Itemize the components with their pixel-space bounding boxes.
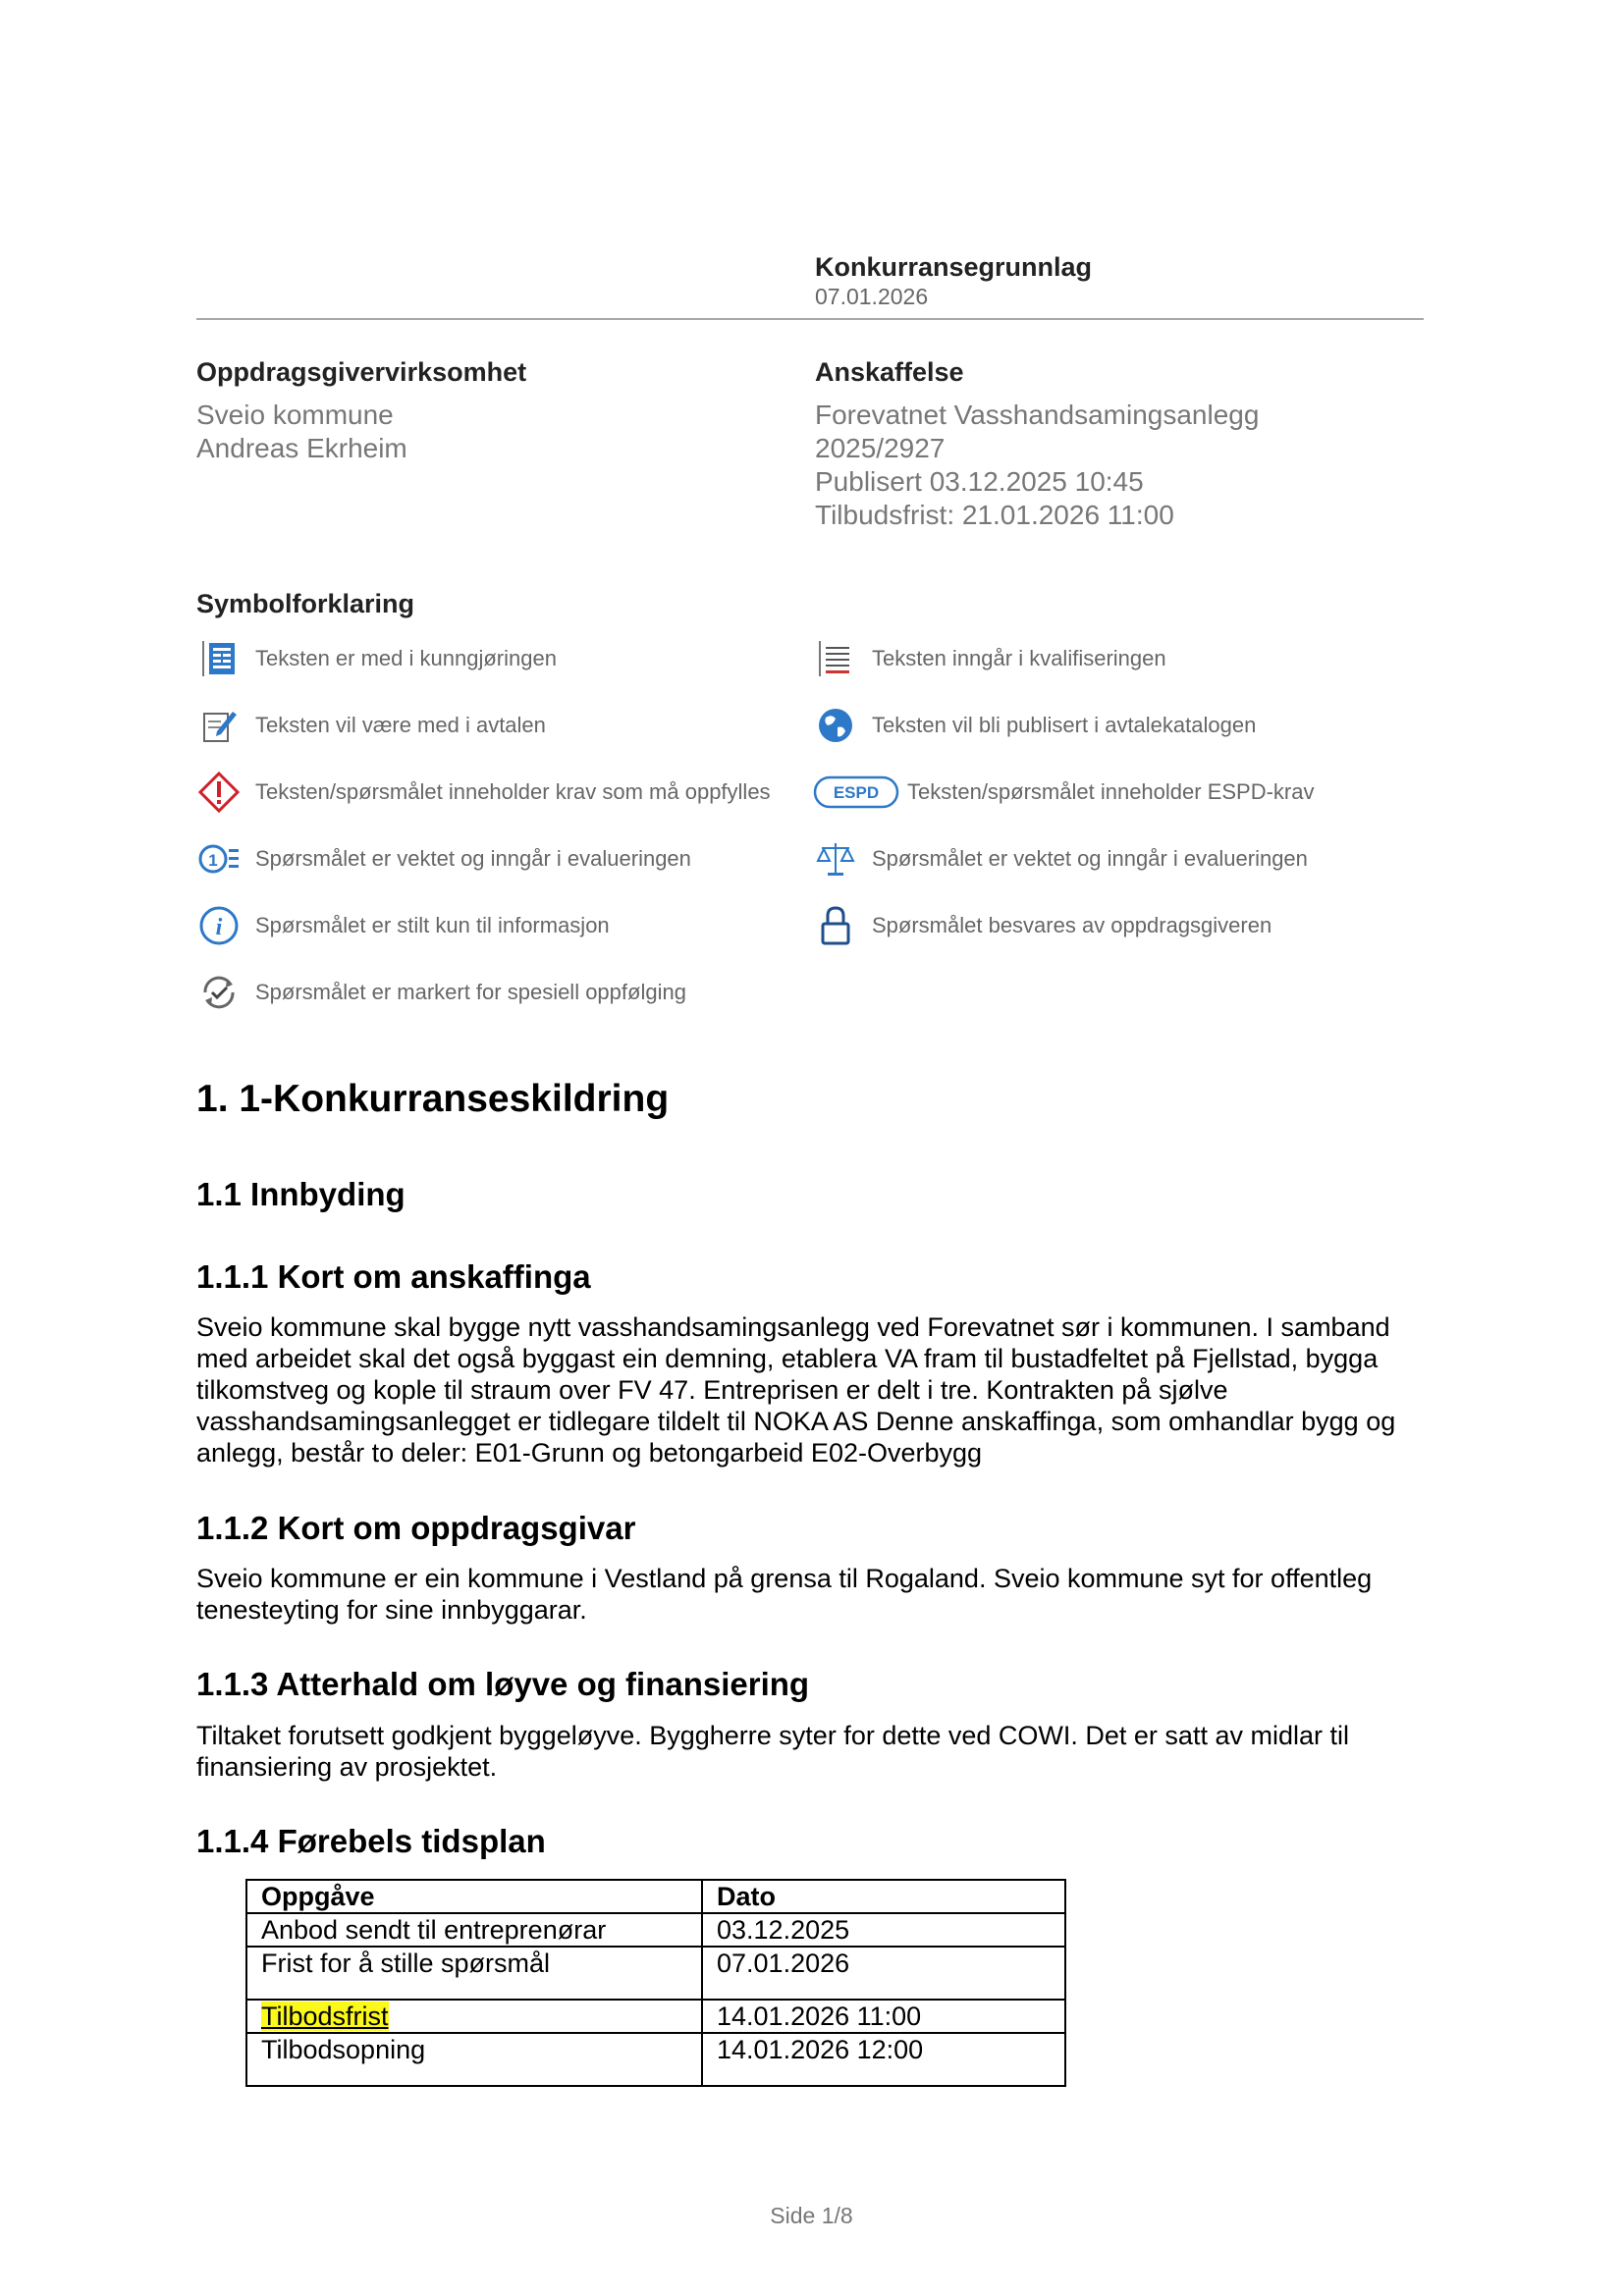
buyer-contact: Andreas Ekrheim — [196, 433, 407, 463]
table-row — [246, 2033, 1065, 2086]
svg-text:i: i — [215, 915, 223, 940]
table-header: Dato — [702, 1880, 1065, 1913]
legend-item — [196, 636, 557, 681]
qualification-list-icon — [813, 636, 858, 681]
legend-title: Symbolforklaring — [196, 589, 415, 618]
procurement-block — [815, 355, 1259, 532]
legend-label: Spørsmålet er markert for spesiell oppfølging — [255, 980, 686, 1004]
followup-icon — [196, 970, 242, 1015]
procurement-deadline: Tilbudsfrist: 21.01.2026 11:00 — [815, 500, 1174, 530]
paragraph: Sveio kommune skal bygge nytt vasshandsamingsanlegg ved Forevatnet sør i kommunen. I samband med arbeidet skal det også byggast ein demning, etablera VA fram til bustadfeltet på Fjellstad, bygga tilkomstveg og kople til straum over FV 47. Entreprisen er delt i tre. Kontrakten på sjølve vasshandsamingsanlegget er tidlegare tildelt til NOKA AS Denne anskaffinga, som omhandlar bygg og anlegg, består to deler: E01-Grunn og betongarbeid E02-Overbygg — [196, 1312, 1396, 1468]
table-cell: Tilbodsopning — [246, 2033, 702, 2086]
legend-item — [813, 903, 1271, 948]
procurement-reference: 2025/2927 — [815, 433, 946, 463]
header-divider — [196, 318, 1424, 320]
legend-label: Spørsmålet er vektet og inngår i evalueringen — [872, 846, 1308, 871]
lock-icon — [813, 903, 858, 948]
highlighted-text: Tilbodsfrist — [261, 2002, 389, 2031]
procurement-published: Publisert 03.12.2025 10:45 — [815, 466, 1144, 497]
buyer-block — [196, 355, 526, 465]
table-cell — [246, 2000, 702, 2033]
legend-label: Teksten/spørsmålet inneholder krav som må oppfylles — [255, 779, 771, 804]
warning-diamond-icon — [196, 770, 242, 815]
announcement-icon — [196, 636, 242, 681]
schedule-table — [245, 1879, 1066, 2087]
legend-label: Teksten vil være med i avtalen — [255, 713, 546, 737]
buyer-label: Oppdragsgivervirksomhet — [196, 357, 527, 387]
paragraph: Sveio kommune er ein kommune i Vestland på grensa til Rogaland. Sveio kommune syt for offentleg tenesteyting for sine innbyggarar. — [196, 1564, 1373, 1625]
section-title: 1. 1-Konkurranseskildring — [196, 1078, 670, 1120]
table-cell: 14.01.2026 12:00 — [702, 2033, 1065, 2086]
document-header — [815, 251, 1092, 310]
legend-item — [813, 703, 1256, 748]
subsection-title: 1.1.3 Atterhald om løyve og finansiering — [196, 1666, 810, 1702]
legend-item — [813, 636, 1166, 681]
table-cell: 14.01.2026 11:00 — [702, 2000, 1065, 2033]
legend-item — [196, 836, 691, 881]
procurement-label: Anskaffelse — [815, 357, 964, 387]
scales-icon — [813, 836, 858, 881]
table-cell: 07.01.2026 — [702, 1947, 1065, 2000]
weighted-evaluation-icon — [196, 836, 242, 881]
subsection-title: 1.1.2 Kort om oppdragsgivar — [196, 1510, 636, 1546]
buyer-name: Sveio kommune — [196, 400, 394, 430]
legend-item — [813, 770, 1315, 815]
legend-label: Spørsmålet besvares av oppdragsgiveren — [872, 913, 1272, 937]
legend-label: Teksten vil bli publisert i avtalekatalogen — [872, 713, 1257, 737]
table-cell: 03.12.2025 — [702, 1913, 1065, 1947]
legend-label: Teksten er med i kunngjøringen — [255, 646, 557, 670]
subsection-title: 1.1.1 Kort om anskaffinga — [196, 1258, 591, 1295]
table-row — [246, 2000, 1065, 2033]
paragraph: Tiltaket forutsett godkjent byggeløyve. Byggherre syter for dette ved COWI. Det er satt av midlar til finansiering av prosjektet. — [196, 1721, 1349, 1782]
legend-label: Teksten/spørsmålet inneholder ESPD-krav — [907, 779, 1315, 804]
subsection-title: 1.1.4 Førebels tidsplan — [196, 1823, 546, 1859]
page-number: Side 1/8 — [770, 2203, 853, 2228]
legend-item — [196, 970, 686, 1015]
document-title: Konkurransegrunnlag — [815, 252, 1093, 282]
legend-label: Spørsmålet er stilt kun til informasjon — [255, 913, 610, 937]
espd-badge-text: ESPD — [833, 783, 880, 802]
table-header: Oppgåve — [246, 1880, 702, 1913]
legend-item — [196, 770, 771, 815]
table-row — [246, 1947, 1065, 2000]
legend-item — [196, 703, 546, 748]
table-row — [246, 1913, 1065, 1947]
svg-text:1: 1 — [208, 851, 218, 870]
contract-edit-icon — [196, 703, 242, 748]
legend-item — [813, 836, 1308, 881]
globe-icon — [813, 703, 858, 748]
table-header-row — [246, 1880, 1065, 1913]
procurement-name: Forevatnet Vasshandsamingsanlegg — [815, 400, 1260, 430]
espd-badge-icon — [813, 770, 899, 815]
subsection-title: 1.1 Innbyding — [196, 1176, 406, 1212]
table-cell: Anbod sendt til entreprenørar — [246, 1913, 702, 1947]
info-icon — [196, 903, 242, 948]
legend-item — [196, 903, 610, 948]
document-date: 07.01.2026 — [815, 284, 929, 309]
legend-label: Spørsmålet er vektet og inngår i evalueringen — [255, 846, 691, 871]
table-cell: Frist for å stille spørsmål — [246, 1947, 702, 2000]
legend-label: Teksten inngår i kvalifiseringen — [872, 646, 1166, 670]
